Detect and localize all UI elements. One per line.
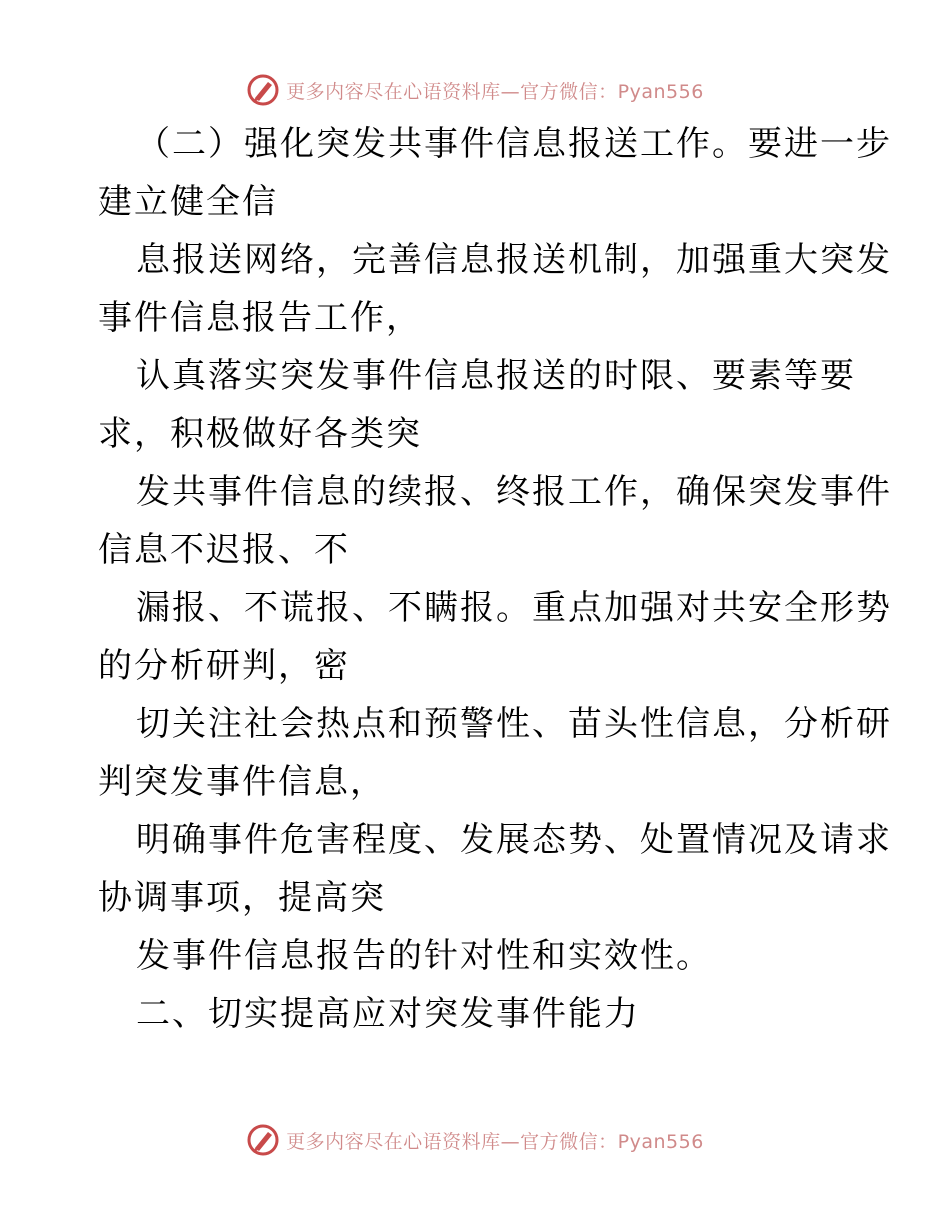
text-line: 明确事件危害程度、发展态势、处置情况及请求	[136, 820, 892, 860]
text-line: 建立健全信	[98, 182, 278, 222]
text-line: 的分析研判，密	[98, 646, 350, 686]
watermark-text: 更多内容尽在心语资料库—官方微信：Pyan556	[286, 80, 704, 103]
text-line: 求，积极做好各类突	[98, 414, 422, 454]
pen-logo-icon	[246, 73, 280, 107]
text-line: 信息不迟报、不	[98, 530, 350, 570]
text-line: 认真落实突发事件信息报送的时限、要素等要	[136, 356, 856, 396]
watermark-text: 更多内容尽在心语资料库—官方微信：Pyan556	[286, 1130, 704, 1153]
text-line: 发事件信息报告的针对性和实效性。	[136, 936, 712, 976]
text-line: 息报送网络，完善信息报送机制，加强重大突发	[136, 240, 892, 280]
text-line: 二、切实提高应对突发事件能力	[136, 994, 640, 1034]
text-line: 切关注社会热点和预警性、苗头性信息，分析研	[136, 704, 892, 744]
text-line: 协调事项，提高突	[98, 878, 386, 918]
header-watermark	[0, 70, 950, 110]
document-body	[98, 115, 892, 1043]
text-line: 判突发事件信息，	[98, 762, 386, 802]
text-line: 漏报、不谎报、不瞒报。重点加强对共安全形势	[136, 588, 892, 628]
footer-watermark	[0, 1120, 950, 1160]
text-line: （二）强化突发共事件信息报送工作。要进一步	[136, 124, 892, 164]
pen-logo-icon	[246, 1123, 280, 1157]
text-line: 发共事件信息的续报、终报工作，确保突发事件	[136, 472, 892, 512]
text-line: 事件信息报告工作，	[98, 298, 422, 338]
